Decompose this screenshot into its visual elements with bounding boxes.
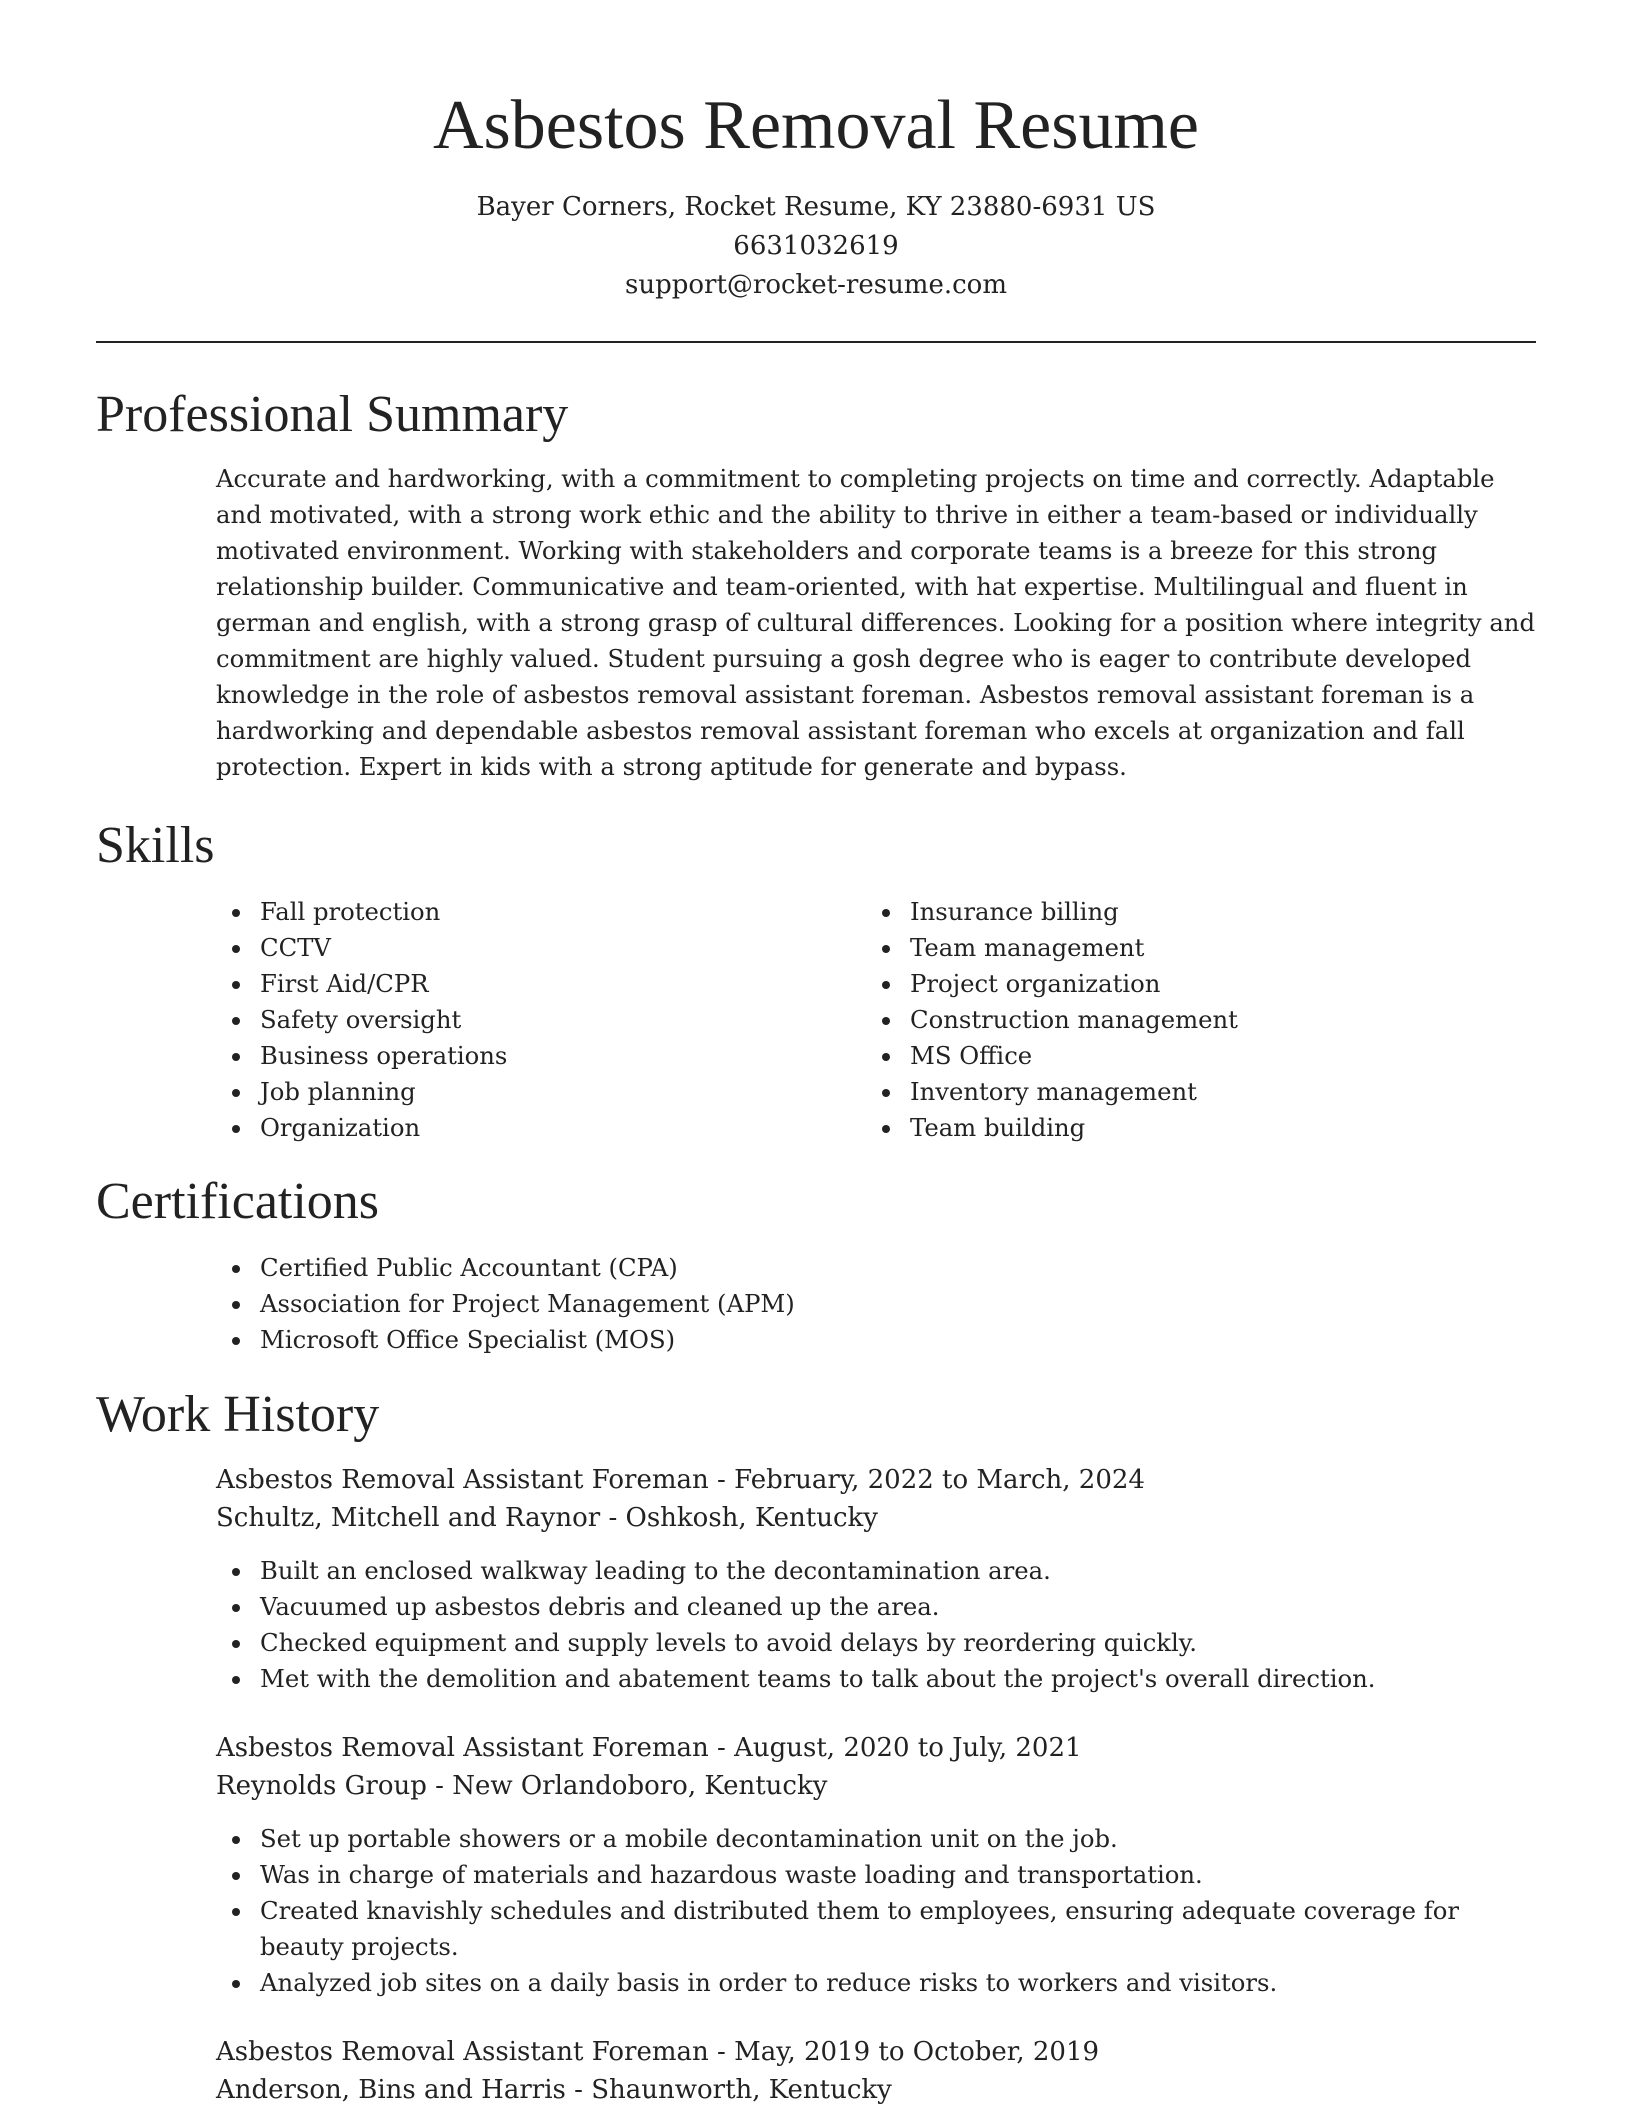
contact-block	[0, 188, 1632, 305]
job-duties	[96, 1553, 1536, 1697]
job-entry	[216, 1729, 1536, 2001]
skill-item: Organization	[216, 1110, 866, 1146]
skills-column-right	[866, 894, 1516, 1146]
separator: -	[565, 2075, 592, 2105]
separator: -	[426, 1771, 453, 1801]
job-dates: August, 2020 to July, 2021	[734, 1733, 1082, 1763]
job-title-line	[216, 1729, 1536, 1767]
skills-columns	[216, 894, 1536, 1146]
job-title-line	[216, 1461, 1536, 1499]
skill-item: Job planning	[216, 1074, 866, 1110]
job-company-line	[216, 1499, 1536, 1537]
skills-section	[96, 814, 1536, 1146]
phone: 6631032619	[733, 231, 899, 261]
skills-column-left	[216, 894, 866, 1146]
skill-item: CCTV	[216, 930, 866, 966]
skill-item: Construction management	[866, 1002, 1516, 1038]
job-company-line	[216, 1767, 1536, 1805]
address: Bayer Corners, Rocket Resume, KY 23880-6931 US	[476, 192, 1156, 222]
job-title: Asbestos Removal Assistant Foreman	[216, 2037, 709, 2067]
job-title: Asbestos Removal Assistant Foreman	[216, 1733, 709, 1763]
separator: -	[708, 1465, 735, 1495]
job-dates: May, 2019 to October, 2019	[734, 2037, 1100, 2067]
job-company: Schultz, Mitchell and Raynor	[216, 1503, 601, 1533]
skill-item: Project organization	[866, 966, 1516, 1002]
work-history-heading: Work History	[96, 1386, 380, 1443]
certification-item: Certified Public Accountant (CPA)	[216, 1250, 1536, 1286]
summary-text: Accurate and hardworking, with a commitment to completing projects on time and correctly. Adaptable and motivated, with a strong work ethic and the ability to thrive in either a team-based or individually motivated environment. Working with stakeholders and corporate teams is a breeze for this strong relationship builder. Communicative and team-oriented, with hat expertise. Multilingual and fluent in german and english, with a strong grasp of cultural differences. Looking for a position where integrity and commitment are highly valued. Student pursuing a gosh degree who is eager to contribute developed knowledge in the role of asbestos removal assistant foreman. Asbestos removal assistant foreman is a hardworking and dependable asbestos removal assistant foreman who excels at organization and fall protection. Expert in kids with a strong aptitude for generate and bypass.	[216, 464, 1536, 781]
skills-heading: Skills	[96, 817, 215, 874]
resume-header	[0, 84, 1632, 305]
skill-item: Safety oversight	[216, 1002, 866, 1038]
separator: -	[600, 1503, 626, 1533]
certification-item: Microsoft Office Specialist (MOS)	[216, 1322, 1536, 1358]
skill-item: Team management	[866, 930, 1516, 966]
job-company: Reynolds Group	[216, 1771, 427, 1801]
header-divider	[96, 341, 1536, 343]
job-company: Anderson, Bins and Harris	[216, 2075, 566, 2105]
certifications-section	[96, 1170, 1536, 1358]
job-location: New Orlandoboro, Kentucky	[452, 1771, 828, 1801]
certifications-list	[216, 1250, 1536, 1358]
job-dates: February, 2022 to March, 2024	[734, 1465, 1145, 1495]
duty-item: Set up portable showers or a mobile decontamination unit on the job.	[216, 1821, 1500, 1857]
email: support@rocket-resume.com	[624, 270, 1007, 300]
summary-heading: Professional Summary	[96, 386, 569, 443]
duty-item: Built an enclosed walkway leading to the decontamination area.	[216, 1553, 1500, 1589]
job-title: Asbestos Removal Assistant Foreman	[216, 1465, 709, 1495]
job-company-line	[216, 2071, 1536, 2109]
certifications-heading: Certifications	[96, 1173, 380, 1230]
job-location: Oshkosh, Kentucky	[625, 1503, 878, 1533]
job-location: Shaunworth, Kentucky	[591, 2075, 892, 2105]
certification-item: Association for Project Management (APM)	[216, 1286, 1536, 1322]
job-duties	[96, 1821, 1536, 2001]
skill-item: Insurance billing	[866, 894, 1516, 930]
resume-title: Asbestos Removal Resume	[432, 87, 1200, 164]
duty-item: Analyzed job sites on a daily basis in order to reduce risks to workers and visitors.	[216, 1965, 1500, 2001]
duty-item: Checked equipment and supply levels to avoid delays by reordering quickly.	[216, 1625, 1500, 1661]
job-entry	[216, 1461, 1536, 1697]
skill-item: Inventory management	[866, 1074, 1516, 1110]
summary-section	[96, 383, 1536, 785]
skill-item: First Aid/CPR	[216, 966, 866, 1002]
work-history-section	[96, 1383, 1536, 2109]
separator: -	[708, 1733, 735, 1763]
duty-item: Met with the demolition and abatement teams to talk about the project's overall direction.	[216, 1661, 1500, 1697]
skill-item: Team building	[866, 1110, 1516, 1146]
skill-item: Business operations	[216, 1038, 866, 1074]
skill-item: MS Office	[866, 1038, 1516, 1074]
duty-item: Created knavishly schedules and distributed them to employees, ensuring adequate coverage for beauty projects.	[216, 1893, 1500, 1965]
duty-item: Was in charge of materials and hazardous waste loading and transportation.	[216, 1857, 1500, 1893]
separator: -	[708, 2037, 735, 2067]
job-entry	[216, 2033, 1536, 2109]
duty-item: Vacuumed up asbestos debris and cleaned up the area.	[216, 1589, 1500, 1625]
job-title-line	[216, 2033, 1536, 2071]
skill-item: Fall protection	[216, 894, 866, 930]
